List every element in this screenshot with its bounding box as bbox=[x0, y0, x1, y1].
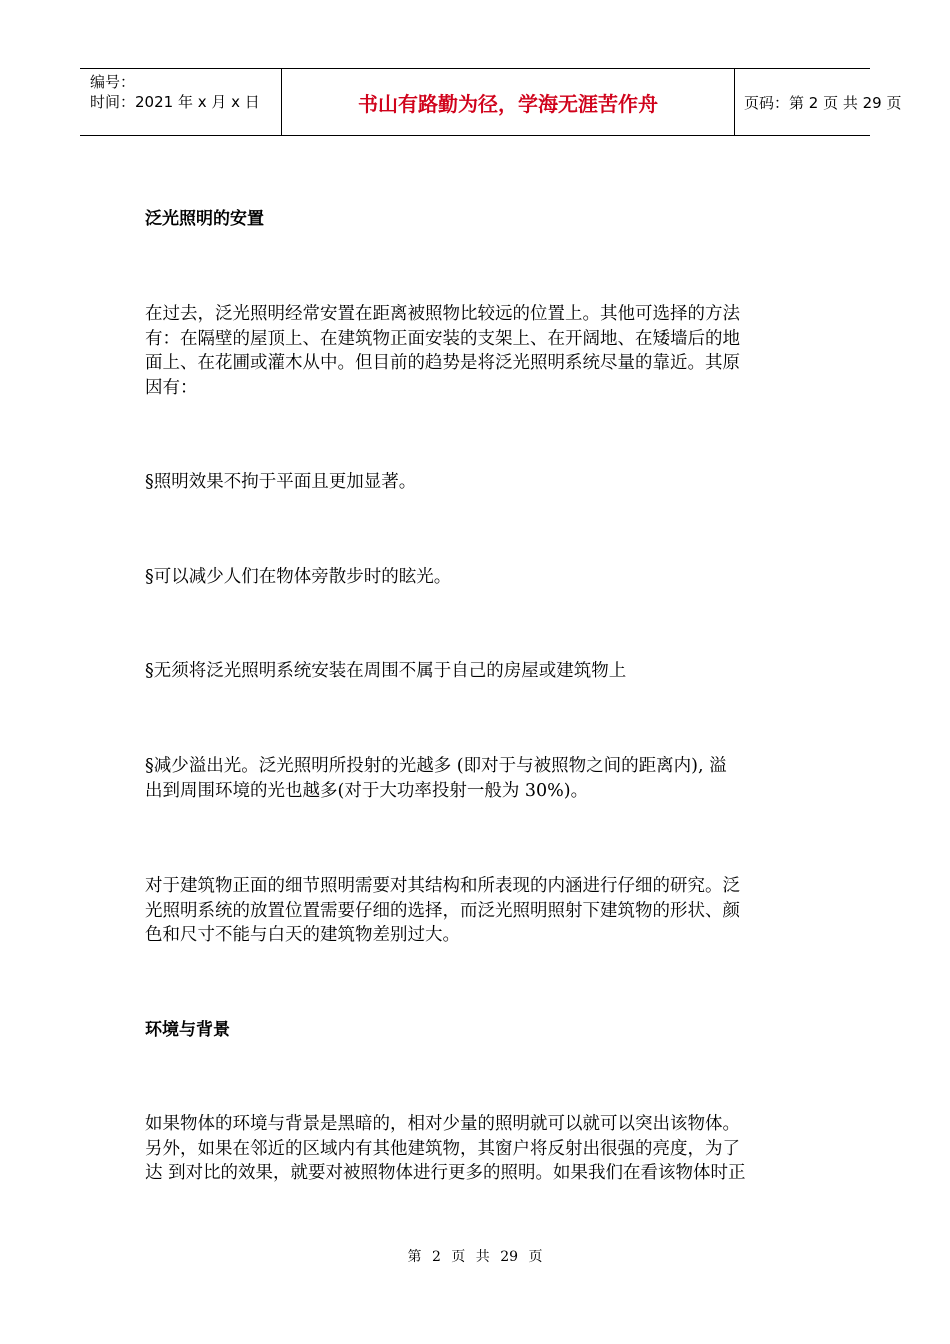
paragraph-line: 光照明系统的放置位置需要仔细的选择，而泛光照明照射下建筑物的形状、颜 bbox=[145, 900, 740, 921]
environment-paragraph bbox=[145, 1112, 810, 1186]
section-heading-floodlight-placement: 泛光照明的安置 bbox=[145, 209, 264, 229]
header-motto-cell bbox=[282, 69, 735, 135]
bullet-item bbox=[145, 565, 810, 590]
bullet-item bbox=[145, 659, 810, 684]
paragraph-line: 在过去，泛光照明经常安置在距离被照物比较远的位置上。其他可选择的方法 bbox=[145, 304, 740, 324]
bullet-text: §减少溢出光。泛光照明所投射的光越多 (即对于与被照物之间的距离内), 溢 bbox=[145, 756, 727, 776]
bullet-text: §可以减少人们在物体旁散步时的眩光。 bbox=[145, 567, 452, 587]
detail-paragraph bbox=[145, 874, 810, 948]
paragraph-line: 对于建筑物正面的细节照明需要对其结构和所表现的内涵进行仔细的研究。泛 bbox=[145, 876, 740, 896]
intro-paragraph bbox=[145, 302, 810, 400]
bullet-text: §照明效果不拘于平面且更加显著。 bbox=[145, 472, 417, 492]
page-footer: 第 2 页 共 29 页 bbox=[407, 1249, 543, 1265]
bullet-item bbox=[145, 754, 810, 803]
time-label: 时间：2021 年 x 月 x 日 bbox=[90, 93, 260, 111]
paragraph-line: 有：在隔壁的屋顶上、在建筑物正面安装的支架上、在开阔地、在矮墙后的地 bbox=[145, 328, 740, 349]
motto: 书山有路勤为径，学海无涯苦作舟 bbox=[358, 92, 658, 116]
paragraph-line: 另外，如果在邻近的区域内有其他建筑物，其窗户将反射出很强的亮度，为了 bbox=[145, 1138, 740, 1159]
paragraph-line: 面上、在花圃或灌木从中。但目前的趋势是将泛光照明系统尽量的靠近。其原 bbox=[145, 353, 740, 373]
code-label: 编号： bbox=[90, 73, 136, 91]
paragraph-line: 色和尺寸不能与白天的建筑物差别过大。 bbox=[145, 925, 460, 945]
section-heading-environment-background: 环境与背景 bbox=[145, 1020, 230, 1040]
bullet-item bbox=[145, 470, 810, 495]
page-info: 页码：第 2 页 共 29 页 bbox=[744, 94, 902, 112]
header-meta-cell bbox=[80, 69, 282, 135]
paragraph-line: 因有： bbox=[145, 377, 198, 398]
paragraph-line: 如果物体的环境与背景是黑暗的，相对少量的照明就可以就可以突出该物体。 bbox=[145, 1114, 740, 1134]
paragraph-line: 达 到对比的效果，就要对被照物体进行更多的照明。如果我们在看该物体时正 bbox=[145, 1163, 746, 1183]
bullet-text: §无须将泛光照明系统安装在周围不属于自己的房屋或建筑物上 bbox=[145, 661, 627, 681]
bullet-text: 出到周围环境的光也越多(对于大功率投射一般为 30%)。 bbox=[145, 780, 589, 801]
header-page-cell bbox=[735, 69, 902, 135]
header-table bbox=[80, 68, 902, 136]
